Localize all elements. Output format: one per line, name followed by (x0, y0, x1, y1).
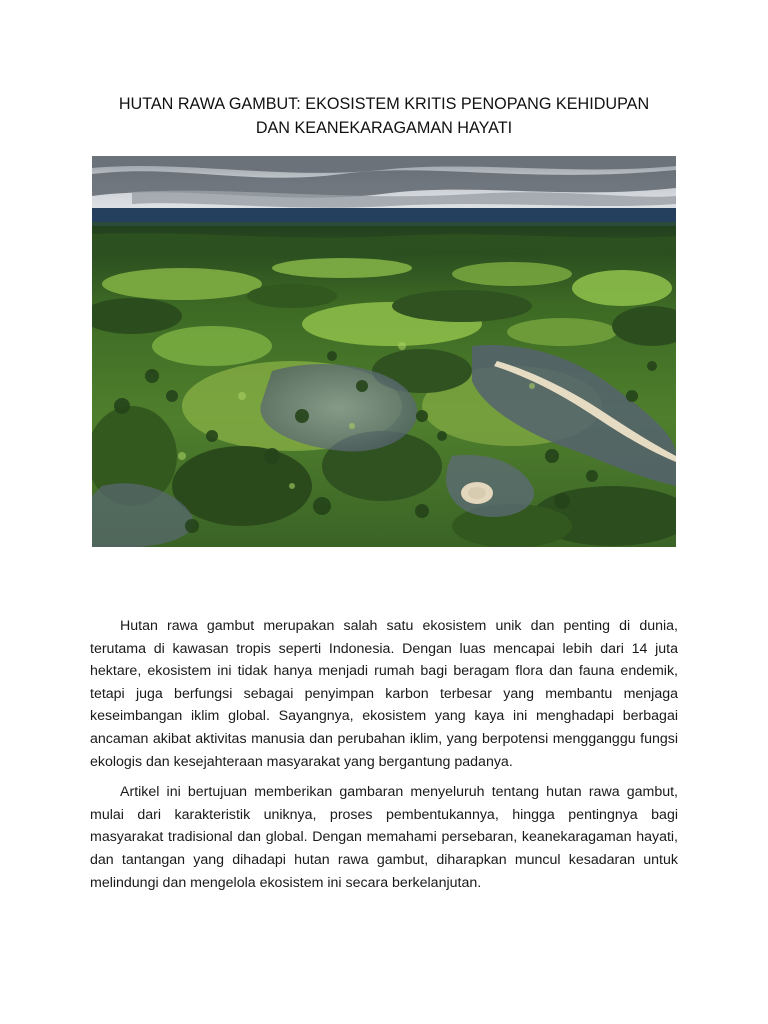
paragraph-1: Hutan rawa gambut merupakan salah satu ekosistem unik dan penting di dunia, terutama di kawasan tropis seperti Indonesia. Dengan luas mencapai lebih dari 14 juta hektare, ekosistem ini tidak hanya menjadi rumah bagi beragam flora dan fauna endemik, tetapi juga berfungsi sebagai penyimpan karbon terbesar yang membantu menjaga keseimbangan iklim global. Sayangnya, ekosistem yang kaya ini menghadapi berbagai ancaman akibat aktivitas manusia dan perubahan iklim, yang berpotensi mengganggu fungsi ekologis dan kesejahteraan masyarakat yang bergantung padanya. (90, 618, 678, 770)
peat-swamp-aerial-photo (92, 156, 676, 547)
article-title (92, 92, 676, 140)
aerial-landscape-illustration (92, 156, 676, 547)
article-title-line-2: DAN KEANEKARAGAMAN HAYATI (255, 119, 513, 137)
article-body (90, 615, 678, 902)
article-title-line-1: HUTAN RAWA GAMBUT: EKOSISTEM KRITIS PENOPANG KEHIDUPAN (118, 95, 650, 113)
paragraph-2: Artikel ini bertujuan memberikan gambaran menyeluruh tentang hutan rawa gambut, mulai dari karakteristik uniknya, proses pembentukannya, hingga pentingnya bagi masyarakat tradisional dan global. Dengan memahami persebaran, keanekaragaman hayati, dan tantangan yang dihadapi hutan rawa gambut, diharapkan muncul kesadaran untuk melindungi dan mengelola ekosistem ini secara berkelanjutan. (90, 784, 678, 891)
